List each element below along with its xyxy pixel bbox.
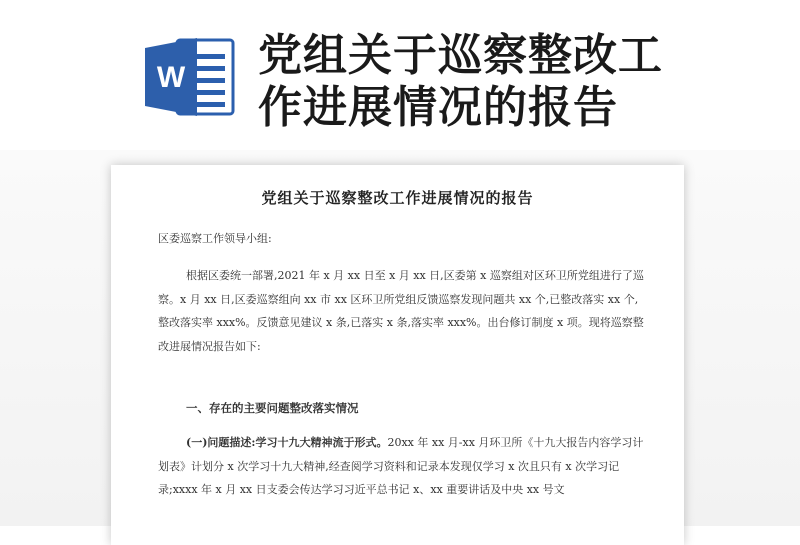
- word-icon: [143, 36, 237, 118]
- paragraph-2: [158, 431, 644, 502]
- banner: [0, 0, 800, 150]
- paragraph-2-body: 20xx 年 xx 月-xx 月环卫所《十九大报告内容学习计划表》计划分 x 次学习十九大精神,经查阅学习资料和记录本发现仅学习 x 次且只有 x 次学习记录;xxxx 年 x 月 xx 日支委会传达学习习近平总书记 x、xx 重要讲话及中央 xx 号文: [158, 436, 644, 496]
- paragraph-2-lead: (一)问题描述:学习十九大精神流于形式。: [186, 436, 388, 449]
- word-icon-letter: W: [156, 61, 186, 94]
- salutation: 区委巡察工作领导小组:: [158, 232, 272, 245]
- paragraph-1: 根据区委统一部署,2021 年 x 月 xx 日至 x 月 xx 日,区委第 x 巡察组对区环卫所党组进行了巡察。x 月 xx 日,区委巡察组向 xx 市 xx 区环卫所党组反馈巡察发现问题共 xx 个,已整改落实 xx 个,整改落实率 xxx%。反馈意见建议 x 条,已落实 x 条,落实率 xxx%。出台修订制度 x 项。现将巡察整改进展情况报告如下:: [158, 269, 644, 353]
- document-page: [111, 165, 684, 545]
- banner-title: 党组关于巡察整改工作进展情况的报告: [258, 30, 663, 133]
- document-title: 党组关于巡察整改工作进展情况的报告: [261, 189, 534, 207]
- section-heading-1: 一、存在的主要问题整改落实情况: [186, 401, 359, 415]
